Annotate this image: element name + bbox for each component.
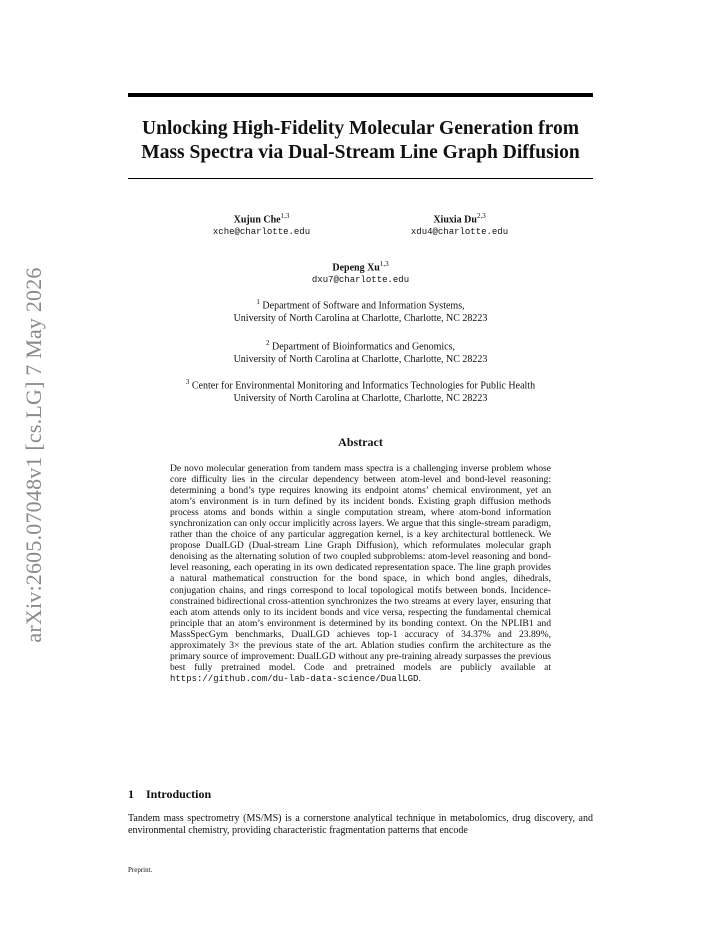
affiliation-line: University of North Carolina at Charlotte, Charlotte, NC 28223 bbox=[233, 392, 488, 404]
affiliation-marker: 2 bbox=[265, 339, 270, 347]
abstract-end: . bbox=[418, 672, 421, 684]
section-heading bbox=[128, 787, 211, 802]
arxiv-identifier: arXiv:2605.07048v1 [cs.LG] 7 May 2026 bbox=[21, 267, 46, 643]
affiliation bbox=[128, 337, 593, 366]
author-email[interactable]: dxu7@charlotte.edu bbox=[311, 275, 410, 286]
author-affil-marker: 2,3 bbox=[476, 212, 486, 220]
title-top-rule bbox=[128, 93, 593, 97]
intro-paragraph: Tandem mass spectrometry (MS/MS) is a cornerstone analytical technique in metabolomics, drug discovery, and environmental chemistry, providing characteristic fragmentation patterns that encode bbox=[128, 813, 593, 836]
affiliation-marker: 1 bbox=[256, 298, 260, 306]
preprint-footnote: Preprint. bbox=[128, 866, 153, 874]
section-number: 1 bbox=[128, 787, 134, 801]
abstract-heading: Abstract bbox=[338, 435, 383, 449]
title-bottom-rule bbox=[128, 178, 593, 179]
author-email[interactable]: xche@charlotte.edu bbox=[212, 227, 311, 238]
author-name: Xiuxia Du bbox=[433, 214, 477, 226]
abstract-text: De novo molecular generation from tandem mass spectra is a challenging inverse problem whose core difficulty lies in the circular dependency between atom-level and bond-level reasoning: determining a bond’s type requires knowing its endpoint atoms’ chemical environment, yet an atom’s environment is in turn defined by its incident bonds. Existing graph diffusion methods process atoms and bonds within a single computation stream, where atom-bond information synchronization can only occur implicitly across layers. We argue that this single-stream paradigm, rather than the choice of any particular aggregation kernel, is a key architectural bottleneck. We propose DualLGD (Dual-stream Line Graph Diffusion), which reformulates molecular graph denoising as the alternating solution of two coupled subproblems: atom-level reasoning and bond-level reasoning, each operating in its own dedicated representation space. The line graph provides a natural mathematical construction for the bond space, in which bond angles, dihedrals, conjugation chains, and rings correspond to local topological motifs between bonds. Incidence-constrained bidirectional cross-attention synchronizes the two streams at every layer, ensuring that each atom attends only to its incident bonds and vice versa, respecting the fundamental chemical principle that an atom’s environment is determined by its bonding context. On the NPLIB1 and MassSpecGym benchmarks, DualLGD achieves top-1 accuracy of 34.37% and 23.89%, approximately 3× the previous state of the art. Ablation studies confirm the architecture as the primary source of improvement: DualLGD without any pre-training already surpasses the previous best fully pretrained model. Code and pretrained models are publicly available at bbox=[170, 463, 551, 673]
author-block bbox=[387, 210, 532, 238]
affiliation-line: Department of Bioinformatics and Genomics, bbox=[271, 341, 455, 353]
affiliation-line: Center for Environmental Monitoring and Informatics Technologies for Public Health bbox=[191, 380, 536, 392]
author-block bbox=[288, 258, 433, 286]
author-email[interactable]: xdu4@charlotte.edu bbox=[410, 227, 509, 238]
author-name: Depeng Xu bbox=[332, 262, 380, 274]
abstract-body bbox=[170, 463, 551, 685]
paper-title bbox=[128, 117, 593, 165]
code-url-link[interactable]: https://github.com/du-lab-data-science/DualLGD bbox=[170, 673, 419, 684]
affiliation bbox=[128, 296, 593, 325]
affiliation-marker: 3 bbox=[185, 378, 190, 386]
author-block bbox=[189, 210, 334, 238]
affiliation-line: University of North Carolina at Charlotte, Charlotte, NC 28223 bbox=[233, 312, 488, 324]
title-line-1: Unlocking High-Fidelity Molecular Generation from bbox=[142, 118, 579, 139]
title-line-2: Mass Spectra via Dual-Stream Line Graph Diffusion bbox=[141, 142, 580, 163]
affiliation bbox=[128, 376, 593, 405]
author-name: Xujun Che bbox=[233, 214, 281, 226]
section-title: Introduction bbox=[146, 787, 212, 801]
affiliation-line: Department of Software and Information Systems, bbox=[262, 300, 465, 312]
affiliation-line: University of North Carolina at Charlotte, Charlotte, NC 28223 bbox=[233, 353, 488, 365]
author-affil-marker: 1,3 bbox=[379, 260, 389, 268]
author-affil-marker: 1,3 bbox=[280, 212, 290, 220]
